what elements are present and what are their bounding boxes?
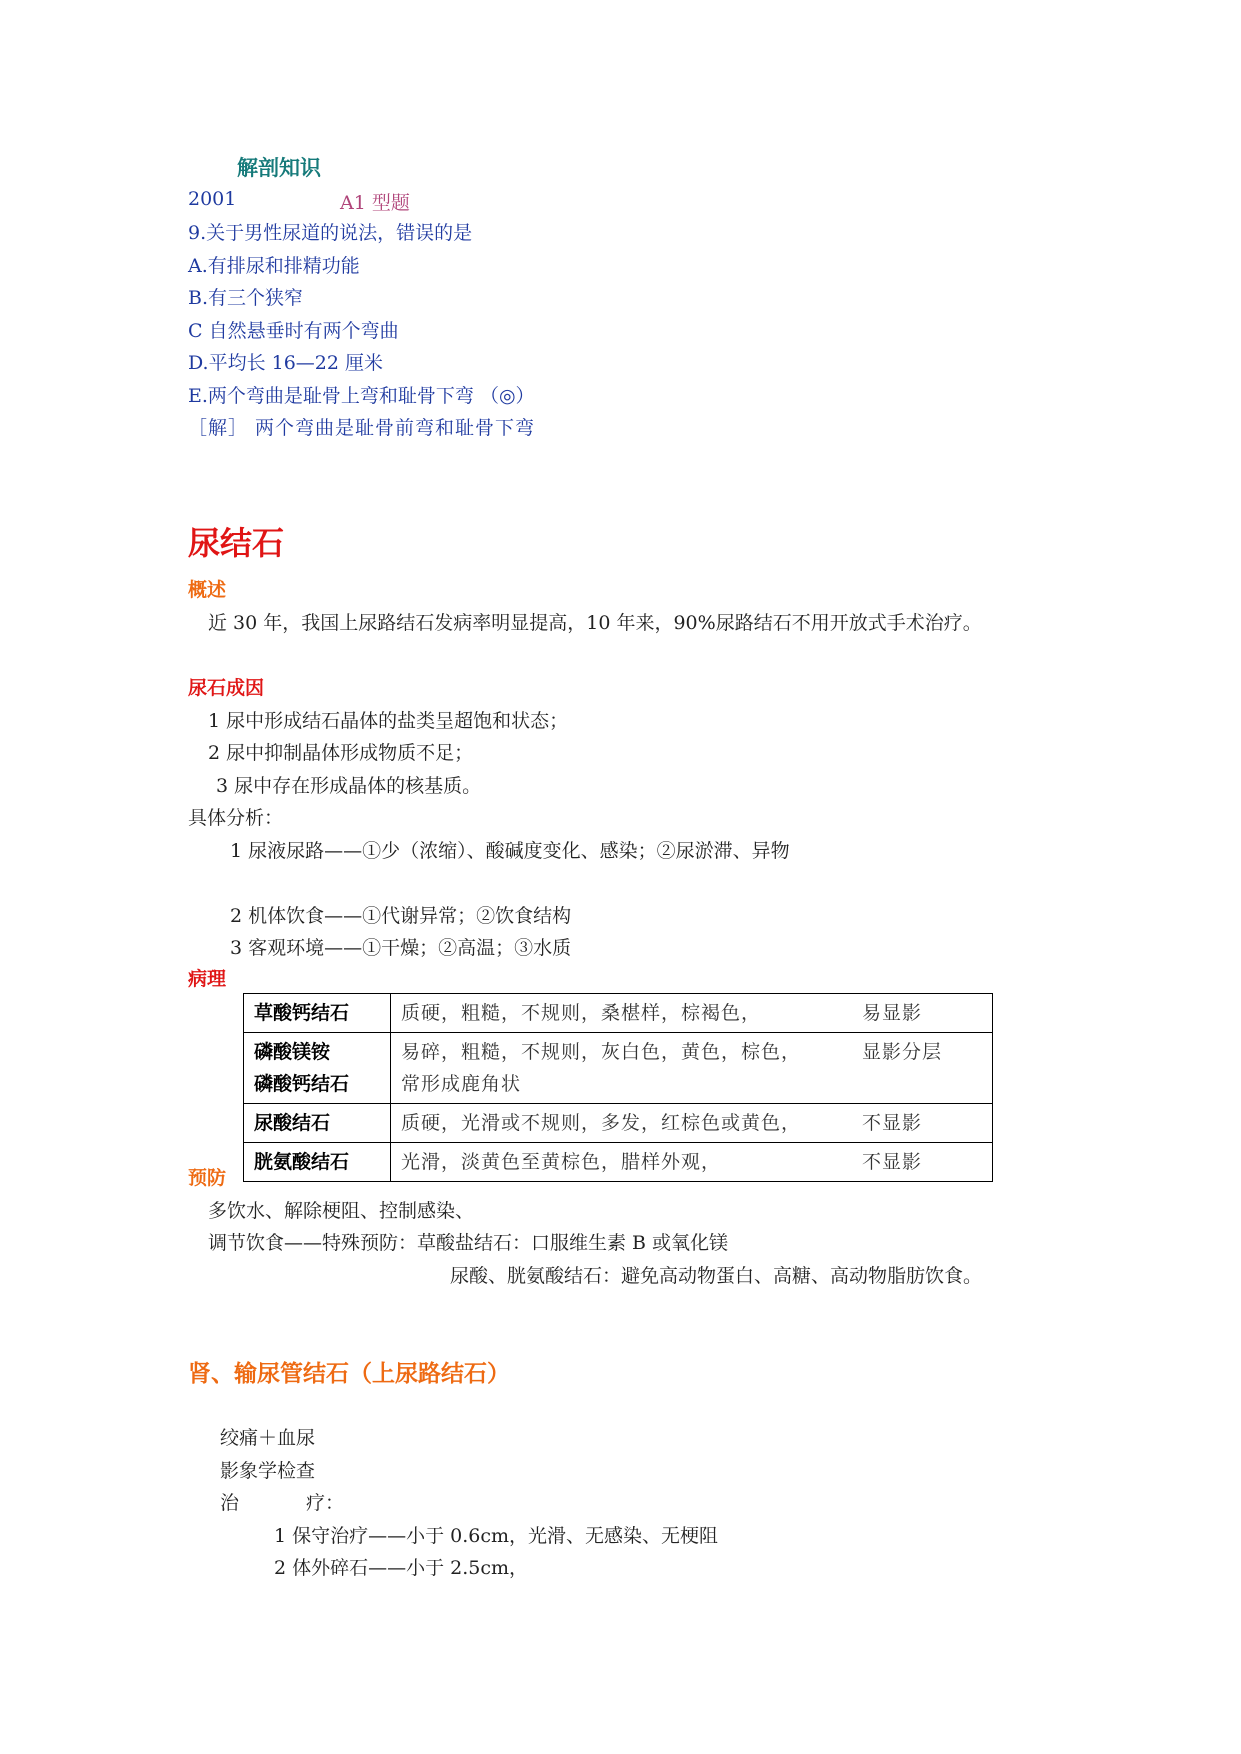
option-a: A.有排尿和排精功能 bbox=[188, 255, 360, 277]
analysis-label: 具体分析： bbox=[188, 807, 284, 829]
table-row bbox=[244, 1104, 993, 1143]
table-row bbox=[244, 1033, 993, 1104]
option-d: D.平均长 16—22 厘米 bbox=[188, 352, 384, 374]
stone-xray: 不显影 bbox=[862, 1151, 923, 1173]
treatment-label-a: 治 bbox=[220, 1492, 240, 1514]
question-stem: 9.关于男性尿道的说法，错误的是 bbox=[188, 222, 473, 244]
imaging-line: 影象学检查 bbox=[220, 1460, 316, 1482]
prevention-heading: 预防 bbox=[188, 1167, 227, 1189]
analysis-item-3: 3 客观环境——①干燥；②高温；③水质 bbox=[230, 937, 572, 959]
overview-heading: 概述 bbox=[188, 579, 227, 601]
stone-xray: 易显影 bbox=[862, 1002, 923, 1024]
prevention-line-2: 调节饮食——特殊预防：草酸盐结石：口服维生素 B 或氧化镁 bbox=[208, 1232, 729, 1254]
analysis-item-2: 2 机体饮食——①代谢异常；②饮食结构 bbox=[230, 905, 572, 927]
treatment-item-1: 1 保守治疗——小于 0.6cm，光滑、无感染、无梗阻 bbox=[274, 1525, 719, 1547]
cause-item-2: 2 尿中抑制晶体形成物质不足； bbox=[208, 742, 474, 764]
stone-xray: 显影分层 bbox=[862, 1041, 943, 1063]
stone-name: 尿酸结石 bbox=[244, 1104, 391, 1143]
section-title: 解剖知识 bbox=[237, 155, 321, 180]
stone-description: 质硬，粗糙，不规则，桑椹样，棕褐色， bbox=[401, 1002, 762, 1024]
pathology-heading: 病理 bbox=[188, 968, 227, 990]
stone-name: 磷酸镁铵 bbox=[254, 1041, 331, 1063]
stone-name: 胱氨酸结石 bbox=[244, 1143, 391, 1182]
cause-item-1: 1 尿中形成结石晶体的盐类呈超饱和状态； bbox=[208, 710, 569, 732]
stone-name-2: 磷酸钙结石 bbox=[254, 1073, 350, 1095]
stone-name: 草酸钙结石 bbox=[244, 994, 391, 1033]
treatment-label-b: 疗： bbox=[306, 1492, 345, 1514]
exam-year: 2001 bbox=[188, 188, 237, 210]
question-type: A1 型题 bbox=[340, 192, 410, 214]
treatment-item-2: 2 体外碎石——小于 2.5cm， bbox=[274, 1557, 529, 1579]
stone-description-2: 常形成鹿角状 bbox=[401, 1073, 522, 1095]
overview-text: 近 30 年，我国上尿路结石发病率明显提高，10 年来，90%尿路结石不用开放式手术治疗。 bbox=[208, 612, 982, 634]
analysis-item-1: 1 尿液尿路——①少（浓缩）、酸碱度变化、感染；②尿淤滞、异物 bbox=[230, 840, 790, 862]
causes-heading: 尿石成因 bbox=[188, 677, 265, 699]
stone-types-table bbox=[243, 993, 993, 1182]
stone-description: 易碎，粗糙，不规则，灰白色，黄色，棕色， bbox=[401, 1041, 802, 1063]
table-row bbox=[244, 994, 993, 1033]
option-b: B.有三个狭窄 bbox=[188, 287, 304, 309]
upper-tract-heading: 肾、输尿管结石（上尿路结石） bbox=[188, 1361, 510, 1387]
stone-xray: 不显影 bbox=[862, 1112, 923, 1134]
main-title: 尿结石 bbox=[188, 524, 285, 562]
prevention-line-1: 多饮水、解除梗阻、控制感染、 bbox=[208, 1200, 475, 1222]
stone-description: 质硬，光滑或不规则，多发，红棕色或黄色， bbox=[401, 1112, 802, 1134]
option-c: C 自然悬垂时有两个弯曲 bbox=[188, 320, 399, 342]
stone-description: 光滑，淡黄色至黄棕色，腊样外观， bbox=[401, 1151, 722, 1173]
prevention-line-3: 尿酸、胱氨酸结石：避免高动物蛋白、高糖、高动物脂肪饮食。 bbox=[450, 1265, 983, 1287]
table-row bbox=[244, 1143, 993, 1182]
option-e: E.两个弯曲是耻骨上弯和耻骨下弯 （◎） bbox=[188, 385, 535, 407]
answer-explanation: ［解］ 两个弯曲是耻骨前弯和耻骨下弯 bbox=[188, 417, 536, 439]
symptom-line: 绞痛＋血尿 bbox=[220, 1427, 316, 1449]
cause-item-3: 3 尿中存在形成晶体的核基质。 bbox=[216, 775, 482, 797]
